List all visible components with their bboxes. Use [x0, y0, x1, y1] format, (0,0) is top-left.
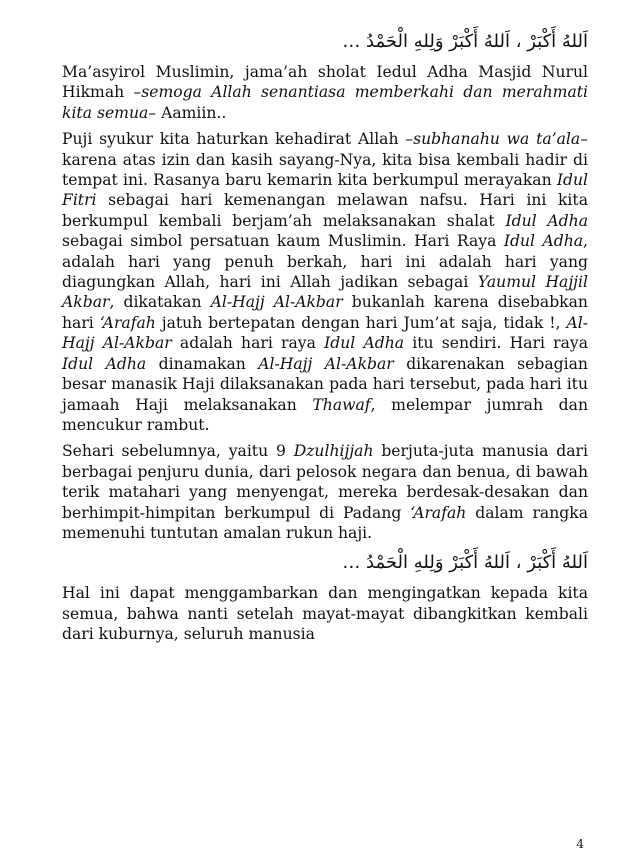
italic-term: ‘Arafah — [99, 313, 156, 332]
text-run: , dikatakan — [109, 293, 211, 312]
arabic-takbir-1: اَللهُ أَكْبَرْ ، اَللهُ أَكْبَرْ وَلِلهِ الْحَمْدُ … — [342, 31, 588, 52]
text-run: dikarenakan sebagian besar manasik Haji dilaksanakan pada hari tersebut, pada hari itu jamaah Haji melaksanakan — [62, 354, 588, 414]
text-run: , adalah hari yang penuh berkah, hari ini adalah hari yang diagungkan Allah, hari ini Allah jadikan sebagai — [62, 232, 588, 292]
italic-term: Al-Hajj Al-Akbar — [210, 293, 343, 312]
text-run: , melempar jumrah dan mencukur rambut. — [62, 395, 588, 434]
text-run: Hal ini dapat menggambarkan dan mengingatkan kepada kita semua, bahwa nanti setelah mayat-mayat dibangkitkan kembali dari kuburnya, seluruh manusia — [62, 584, 588, 644]
paragraph-resurrection — [62, 583, 588, 644]
text-run: Ma’asyirol Muslimin, jama’ah sholat Iedul Adha Masjid Nurul Hikmah – — [62, 63, 588, 102]
text-run: bukanlah karena disebabkan hari — [62, 293, 588, 332]
text-run: dalam rangka memenuhi tuntutan amalan rukun haji. — [62, 503, 588, 542]
text-run: – karena atas izin dan kasih sayang-Nya, kita bisa kembali hadir di tempat ini. Rasanya baru kemarin kita berkumpul merayakan — [62, 130, 589, 190]
italic-term: Idul Adha — [324, 334, 405, 353]
italic-term: semoga Allah senantiasa memberkahi dan merahmati kita semua — [62, 83, 588, 122]
italic-term: Idul Adha — [62, 354, 147, 373]
italic-term: Thawaf — [312, 395, 371, 414]
paragraph-praise — [62, 129, 588, 435]
text-run: jatuh bertepatan dengan hari Jum’at saja, tidak !, — [155, 313, 567, 332]
document-page — [62, 28, 588, 651]
italic-term: Idul Adha — [503, 232, 584, 251]
text-run: berjuta-juta manusia dari berbagai penjuru dunia, dari pelosok negara dan benua, di bawah terik matahari yang menyengat, mereka berdesak-desakan dan berhimpit-himpitan berkumpul di Padang — [62, 442, 588, 522]
italic-term: Idul Fitri — [62, 171, 588, 210]
italic-term: Dzulhijjah — [293, 442, 374, 461]
paragraph-arafah — [62, 441, 588, 543]
text-run: Puji syukur kita haturkan kehadirat Allah – — [62, 130, 414, 149]
text-run: sebagai hari kemenangan melawan nafsu. Hari ini kita berkumpul kembali berjam’ah melaksanakan shalat — [62, 191, 588, 230]
text-run: adalah hari raya — [171, 334, 325, 353]
text-run: sebagai simbol persatuan kaum Muslimin. Hari Raya — [62, 232, 504, 251]
italic-term: Al-Hajj Al-Akbar — [258, 354, 394, 373]
arabic-takbir-2: اَللهُ أَكْبَرْ ، اَللهُ أَكْبَرْ وَلِلهِ الْحَمْدُ … — [342, 552, 588, 574]
text-run: itu sendiri. Hari raya — [404, 334, 589, 353]
page-number: 4 — [576, 837, 584, 851]
text-run: dinamakan — [146, 354, 259, 373]
paragraph-greeting — [62, 62, 588, 123]
italic-term: ‘Arafah — [410, 503, 467, 522]
text-run: Sehari sebelumnya, yaitu 9 — [62, 442, 294, 461]
italic-term: Yaumul Hajjil Akbar — [62, 273, 588, 312]
text-run: – Aamiin.. — [148, 103, 227, 122]
italic-term: Al-Hajj Al-Akbar — [62, 313, 588, 353]
italic-term: subhanahu wa ta’ala — [413, 130, 581, 149]
italic-term: Idul Adha — [505, 211, 588, 230]
